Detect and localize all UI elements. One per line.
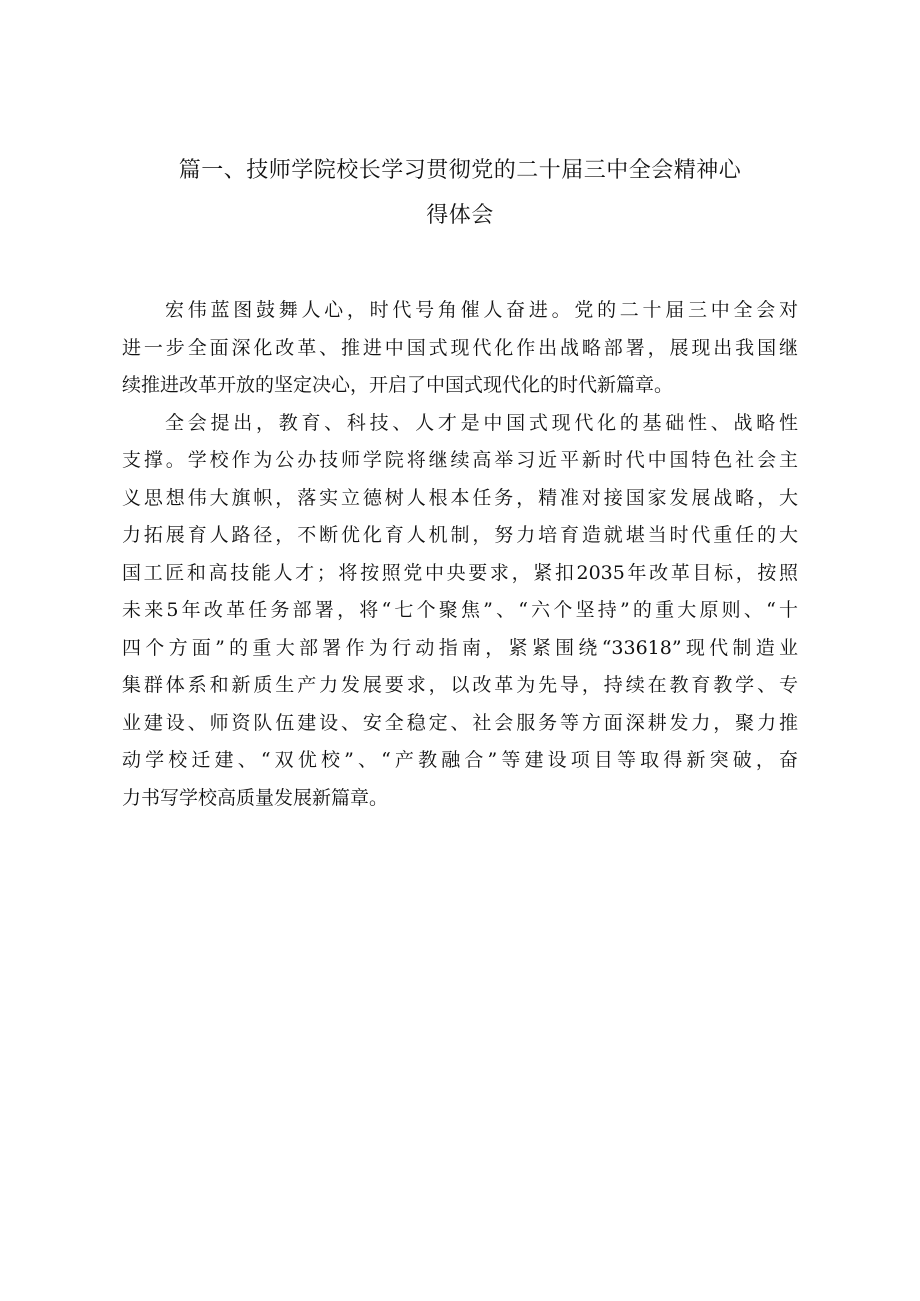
title-line-1: 篇一、技师学院校长学习贯彻党的二十届三中全会精神心 (178, 158, 742, 183)
paragraph-line: 国工匠和高技能人才；将按照党中央要求，紧扣2035年改革目标，按照 (122, 561, 798, 584)
title-line-2: 得体会 (426, 203, 494, 228)
paragraph-line: 续推进改革开放的坚定决心，开启了中国式现代化的时代新篇章。 (122, 374, 674, 396)
paragraph-line: 宏伟蓝图鼓舞人心，时代号角催人奋进。党的二十届三中全会对 (165, 299, 798, 321)
document-title (120, 148, 800, 238)
paragraph-line: 力拓展育人路径，不断优化育人机制，努力培育造就堪当时代重任的大 (122, 524, 798, 546)
document-body (122, 292, 798, 817)
paragraph-2 (122, 405, 798, 818)
paragraph-line: 业建设、师资队伍建设、安全稳定、社会服务等方面深耕发力，聚力推 (122, 711, 798, 734)
paragraph-line: 集群体系和新质生产力发展要求，以改革为先导，持续在教育教学、专 (122, 674, 798, 696)
paragraph-line: 支撑。学校作为公办技师学院将继续高举习近平新时代中国特色社会主 (122, 449, 798, 471)
paragraph-line: 四个方面”的重大部署作为行动指南，紧紧围绕“33618”现代制造业 (122, 636, 798, 659)
paragraph-line: 动学校迁建、“双优校”、“产教融合”等建设项目等取得新突破，奋 (122, 749, 798, 771)
paragraph-line: 义思想伟大旗帜，落实立德树人根本任务，精准对接国家发展战略，大 (122, 486, 798, 509)
paragraph-1 (122, 292, 798, 405)
paragraph-line: 全会提出，教育、科技、人才是中国式现代化的基础性、战略性 (165, 411, 798, 434)
paragraph-line: 力书写学校高质量发展新篇章。 (122, 786, 389, 809)
paragraph-line: 未来5年改革任务部署，将“七个聚焦”、“六个坚持”的重大原则、“十 (122, 599, 798, 621)
paragraph-line: 进一步全面深化改革、推进中国式现代化作出战略部署，展现出我国继 (122, 336, 798, 359)
